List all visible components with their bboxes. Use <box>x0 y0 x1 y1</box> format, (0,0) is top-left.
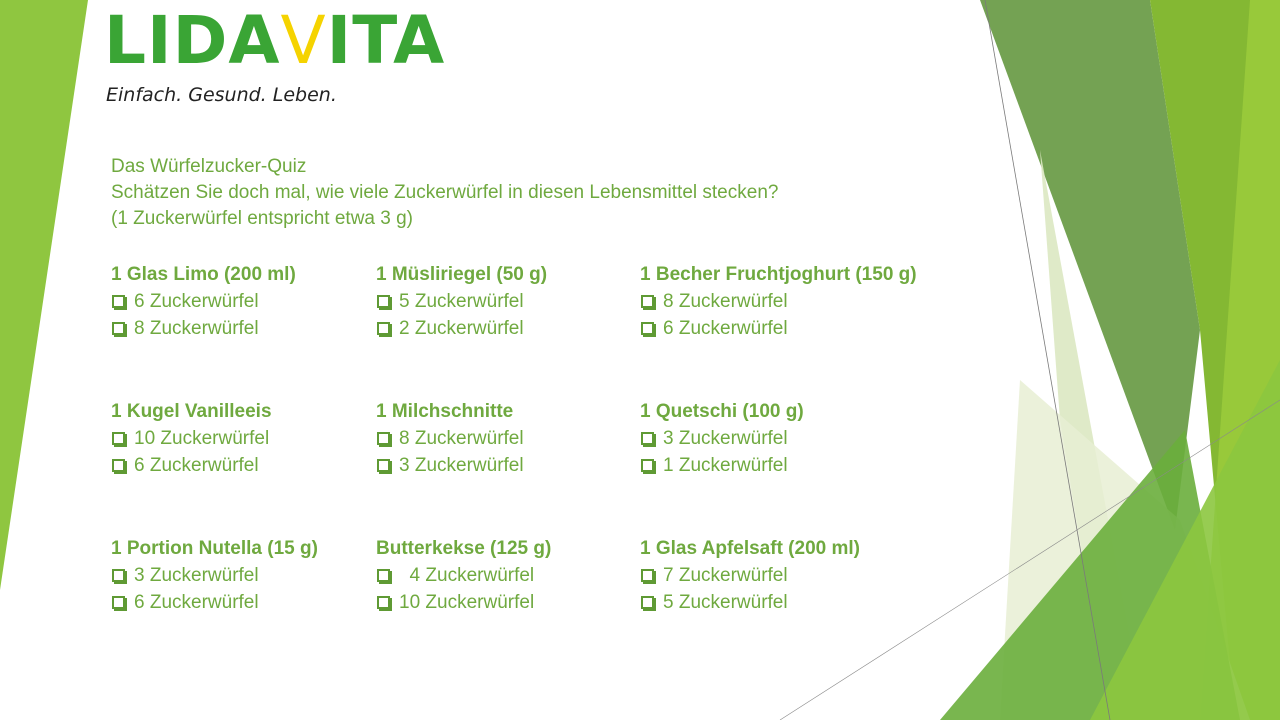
option-label: 6 Zuckerwürfel <box>134 455 259 476</box>
checkbox-icon[interactable] <box>377 569 390 582</box>
option-label: 4 Zuckerwürfel <box>399 565 535 586</box>
quiz-item-title: 1 Milchschnitte <box>376 401 514 422</box>
checkbox-icon[interactable] <box>641 295 654 308</box>
checkbox-icon[interactable] <box>641 569 654 582</box>
option-label: 7 Zuckerwürfel <box>663 565 788 586</box>
logo-tagline: Einfach. Gesund. Leben. <box>106 84 337 106</box>
quiz-item-title: 1 Kugel Vanilleeis <box>111 401 272 422</box>
checkbox-icon[interactable] <box>112 295 125 308</box>
option-label: 8 Zuckerwürfel <box>399 428 524 449</box>
option-label: 3 Zuckerwürfel <box>663 428 788 449</box>
logo-text-ita: ITA <box>326 2 446 79</box>
quiz-item-title: 1 Becher Fruchtjoghurt (150 g) <box>640 264 917 285</box>
quiz-option[interactable] <box>111 315 411 342</box>
quiz-item-title: Butterkekse (125 g) <box>376 538 552 559</box>
quiz-option[interactable] <box>376 562 676 589</box>
option-label: 2 Zuckerwürfel <box>399 318 524 339</box>
option-label: 8 Zuckerwürfel <box>663 291 788 312</box>
option-label: 6 Zuckerwürfel <box>134 592 259 613</box>
quiz-option[interactable] <box>376 288 676 315</box>
checkbox-icon[interactable] <box>112 459 125 472</box>
quiz-item-muesliriegel <box>376 261 676 342</box>
quiz-option[interactable] <box>376 425 676 452</box>
checkbox-icon[interactable] <box>112 596 125 609</box>
option-label: 3 Zuckerwürfel <box>399 455 524 476</box>
lidavita-logo <box>104 2 444 112</box>
option-label: 8 Zuckerwürfel <box>134 318 259 339</box>
logo-text-v: V <box>280 2 327 79</box>
checkbox-icon[interactable] <box>377 322 390 335</box>
checkbox-icon[interactable] <box>377 459 390 472</box>
quiz-option[interactable] <box>376 315 676 342</box>
left-green-stripe <box>0 0 88 590</box>
quiz-option[interactable] <box>640 425 940 452</box>
quiz-option[interactable] <box>640 562 940 589</box>
checkbox-icon[interactable] <box>641 322 654 335</box>
quiz-option[interactable] <box>111 589 411 616</box>
logo-wordmark <box>104 2 445 80</box>
checkbox-icon[interactable] <box>641 596 654 609</box>
quiz-option[interactable] <box>111 452 411 479</box>
logo-text-lida: LIDA <box>104 2 281 79</box>
checkbox-icon[interactable] <box>112 322 125 335</box>
quiz-option[interactable] <box>640 589 940 616</box>
quiz-item-milchschnitte <box>376 398 676 479</box>
option-label: 1 Zuckerwürfel <box>663 455 788 476</box>
quiz-item-title: 1 Glas Limo (200 ml) <box>111 264 296 285</box>
quiz-item-title: 1 Glas Apfelsaft (200 ml) <box>640 538 860 559</box>
quiz-item-nutella <box>111 535 411 616</box>
quiz-item-apfelsaft <box>640 535 940 616</box>
quiz-intro <box>111 154 931 232</box>
checkbox-icon[interactable] <box>377 295 390 308</box>
quiz-option[interactable] <box>376 452 676 479</box>
option-label: 5 Zuckerwürfel <box>663 592 788 613</box>
quiz-option[interactable] <box>376 589 676 616</box>
option-label: 6 Zuckerwürfel <box>134 291 259 312</box>
checkbox-icon[interactable] <box>112 569 125 582</box>
checkbox-icon[interactable] <box>641 432 654 445</box>
quiz-option[interactable] <box>640 288 960 315</box>
option-label: 10 Zuckerwürfel <box>134 428 270 449</box>
option-label: 3 Zuckerwürfel <box>134 565 259 586</box>
quiz-item-fruchtjoghurt <box>640 261 960 342</box>
quiz-option[interactable] <box>111 562 411 589</box>
option-label: 5 Zuckerwürfel <box>399 291 524 312</box>
quiz-option[interactable] <box>640 315 960 342</box>
quiz-note: (1 Zuckerwürfel entspricht etwa 3 g) <box>111 208 414 229</box>
quiz-item-title: 1 Quetschi (100 g) <box>640 401 804 422</box>
checkbox-icon[interactable] <box>377 596 390 609</box>
quiz-item-vanilleeis <box>111 398 411 479</box>
quiz-option[interactable] <box>640 452 940 479</box>
option-label: 6 Zuckerwürfel <box>663 318 788 339</box>
checkbox-icon[interactable] <box>112 432 125 445</box>
quiz-item-limo <box>111 261 411 342</box>
quiz-item-title: 1 Müsliriegel (50 g) <box>376 264 548 285</box>
quiz-title: Das Würfelzucker-Quiz <box>111 156 307 177</box>
quiz-question: Schätzen Sie doch mal, wie viele Zuckerwürfel in diesen Lebensmittel stecken? <box>111 182 779 203</box>
checkbox-icon[interactable] <box>377 432 390 445</box>
quiz-option[interactable] <box>111 288 411 315</box>
option-label: 10 Zuckerwürfel <box>399 592 535 613</box>
quiz-item-butterkekse <box>376 535 676 616</box>
checkbox-icon[interactable] <box>641 459 654 472</box>
quiz-option[interactable] <box>111 425 411 452</box>
quiz-item-quetschi <box>640 398 940 479</box>
quiz-item-title: 1 Portion Nutella (15 g) <box>111 538 318 559</box>
